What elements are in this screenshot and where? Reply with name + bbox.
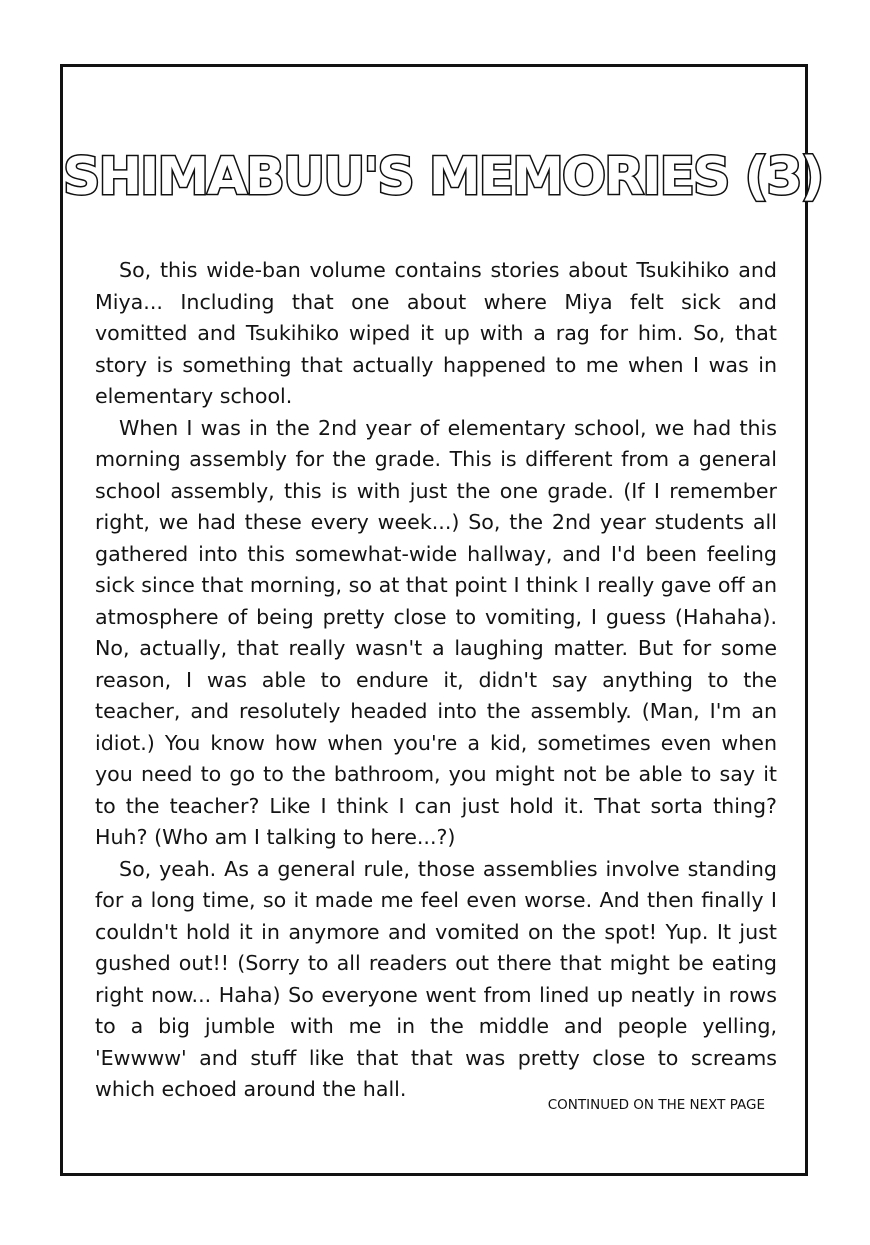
page-title: SHIMABUU'S MEMORIES (3) — [63, 147, 823, 207]
continued-note: CONTINUED ON THE NEXT PAGE — [547, 1097, 765, 1113]
paragraph-2: When I was in the 2nd year of elementary school, we had this morning assembly for the grade. This is different from a general school assembly, this is with just the one grade. (If I remember right, we had these every week...) So, the 2nd year students all gathered into this somewhat-wide hallway, and I'd been feeling sick since that morning, so at that point I think I really gave off an atmosphere of being pretty close to vomiting, I guess (Hahaha). No, actually, that really wasn't a laughing matter. But for some reason, I was able to endure it, didn't say anything to the teacher, and resolutely headed into the assembly. (Man, I'm an idiot.) You know how when you're a kid, sometimes even when you need to go to the bathroom, you might not be able to say it to the teacher? Like I think I can just hold it. That sorta thing? Huh? (Who am I talking to here...?) — [95, 415, 777, 849]
paragraph-1: So, this wide-ban volume contains stories about Tsukihiko and Miya... Including that one about where Miya felt sick and vomitted and Tsukihiko wiped it up with a rag for him. So, that story is something that actually happened to me when I was in elementary school. — [95, 258, 777, 408]
page-frame — [60, 64, 823, 1176]
body-text — [95, 255, 777, 1106]
paragraph-3: So, yeah. As a general rule, those assemblies involve standing for a long time, so it made me feel even worse. And then finally I couldn't hold it in anymore and vomited on the spot! Yup. It just gushed out!! (Sorry to all readers out there that might be eating right now... Haha) So everyone went from lined up neatly in rows to a big jumble with me in the middle and people yelling, 'Ewwww' and stuff like that that was pretty close to screams which echoed around the hall. — [95, 856, 777, 1101]
